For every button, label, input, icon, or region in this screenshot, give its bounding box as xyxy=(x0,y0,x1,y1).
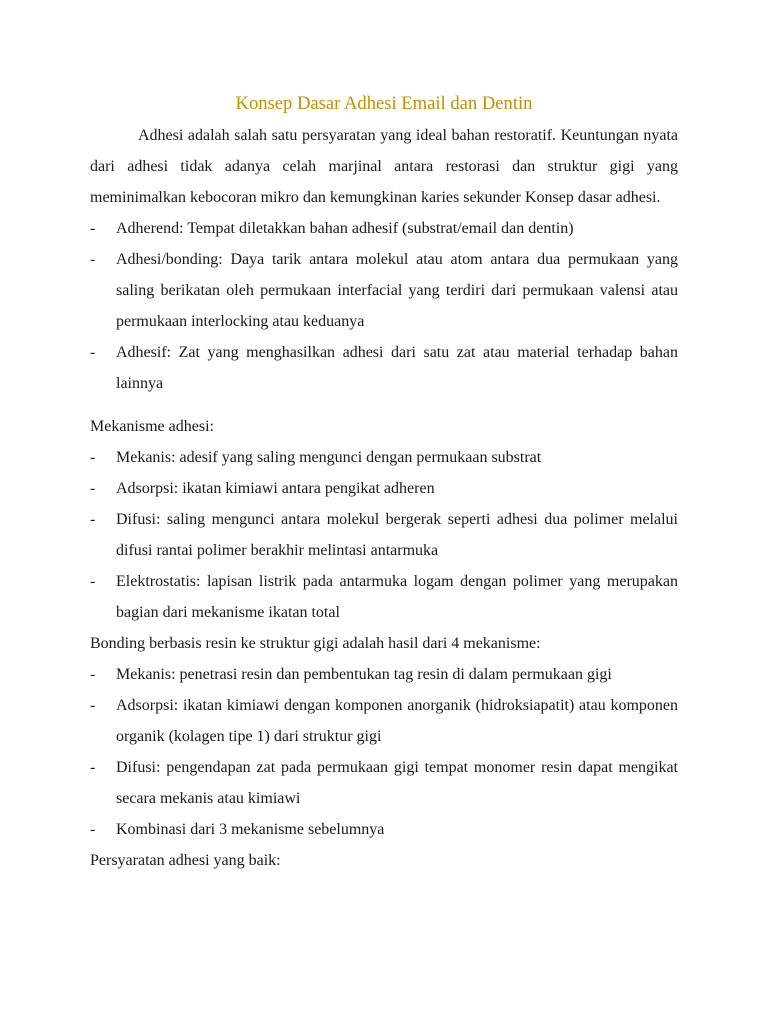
list-item-text: Elektrostatis: lapisan listrik pada antarmuka logam dengan polimer yang merupakan bagian dari mekanisme ikatan total xyxy=(116,573,678,621)
bonding-mechanisms-list xyxy=(90,659,678,845)
list-item-text: Adsorpsi: ikatan kimiawi dengan komponen anorganik (hidroksiapatit) atau komponen organik (kolagen tipe 1) dari struktur gigi xyxy=(116,697,678,745)
dash-bullet: - xyxy=(90,573,96,590)
list-item xyxy=(90,213,678,244)
document-title: Konsep Dasar Adhesi Email dan Dentin xyxy=(235,93,533,114)
dash-bullet: - xyxy=(90,344,96,361)
list-item-text: Difusi: saling mengunci antara molekul bergerak seperti adhesi dua polimer melalui difusi rantai polimer berakhir melintasi antarmuka xyxy=(116,511,678,559)
list-item xyxy=(90,337,678,399)
list-item xyxy=(90,244,678,337)
dash-bullet: - xyxy=(90,449,96,466)
list-item-text: Adsorpsi: ikatan kimiawi antara pengikat adheren xyxy=(116,480,435,497)
list-item-text: Mekanis: penetrasi resin dan pembentukan tag resin di dalam permukaan gigi xyxy=(116,666,612,683)
dash-bullet: - xyxy=(90,666,96,683)
list-item xyxy=(90,814,678,845)
definitions-list xyxy=(90,213,678,399)
dash-bullet: - xyxy=(90,220,96,237)
list-item-text: Mekanis: adesif yang saling mengunci dengan permukaan substrat xyxy=(116,449,542,466)
list-item xyxy=(90,504,678,566)
mechanisms-list xyxy=(90,442,678,628)
list-item xyxy=(90,442,678,473)
dash-bullet: - xyxy=(90,821,96,838)
list-item xyxy=(90,659,678,690)
requirements-heading: Persyaratan adhesi yang baik: xyxy=(90,852,281,869)
list-item-text: Adhesi/bonding: Daya tarik antara molekul atau atom antara dua permukaan yang saling berikatan oleh permukaan interfacial yang terdiri dari permukaan valensi atau permukaan interlocking atau keduanya xyxy=(116,251,678,330)
list-item xyxy=(90,752,678,814)
list-item xyxy=(90,473,678,504)
list-item xyxy=(90,566,678,628)
intro-paragraph: Adhesi adalah salah satu persyaratan yang ideal bahan restoratif. Keuntungan nyata dari adhesi tidak adanya celah marjinal antara restorasi dan struktur gigi yang meminimalkan kebocoran mikro dan kemungkinan karies sekunder Konsep dasar adhesi. xyxy=(90,127,678,206)
dash-bullet: - xyxy=(90,759,96,776)
bonding-heading: Bonding berbasis resin ke struktur gigi adalah hasil dari 4 mekanisme: xyxy=(90,635,541,652)
dash-bullet: - xyxy=(90,511,96,528)
list-item-text: Adhesif: Zat yang menghasilkan adhesi dari satu zat atau material terhadap bahan lainnya xyxy=(116,344,678,392)
list-item xyxy=(90,690,678,752)
dash-bullet: - xyxy=(90,251,96,268)
dash-bullet: - xyxy=(90,697,96,714)
list-item-text: Difusi: pengendapan zat pada permukaan gigi tempat monomer resin dapat mengikat secara mekanis atau kimiawi xyxy=(116,759,678,807)
document-page xyxy=(90,88,678,876)
mechanism-heading: Mekanisme adhesi: xyxy=(90,418,214,435)
list-item-text: Adherend: Tempat diletakkan bahan adhesif (substrat/email dan dentin) xyxy=(116,220,574,237)
spacer xyxy=(90,399,678,411)
list-item-text: Kombinasi dari 3 mekanisme sebelumnya xyxy=(116,821,385,838)
dash-bullet: - xyxy=(90,480,96,497)
